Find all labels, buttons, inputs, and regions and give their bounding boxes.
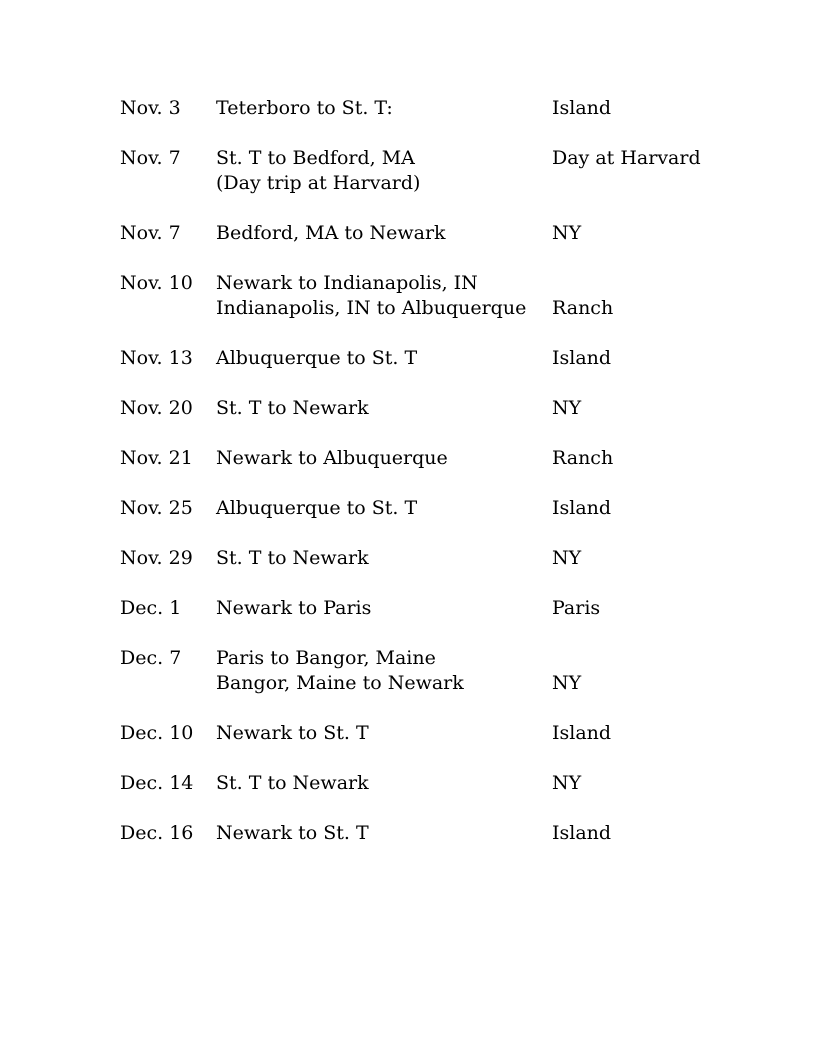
entry-date: Nov. 21 <box>120 447 193 469</box>
entry-route: Bangor, Maine to Newark <box>216 672 464 694</box>
entry-route: (Day trip at Harvard) <box>216 172 421 194</box>
entry-destination: Ranch <box>552 297 614 319</box>
entry-route: Albuquerque to St. T <box>216 347 418 369</box>
entry-route: Teterboro to St. T: <box>216 97 393 119</box>
itinerary-entry <box>120 396 740 421</box>
itinerary-entry <box>120 96 740 121</box>
entry-destination: Ranch <box>552 447 614 469</box>
entry-destination: Island <box>552 722 612 744</box>
itinerary-line <box>120 821 740 846</box>
entry-date: Nov. 20 <box>120 397 193 419</box>
entry-route: St. T to Newark <box>216 547 369 569</box>
itinerary-line <box>120 171 740 196</box>
itinerary-line <box>120 721 740 746</box>
entry-route: Newark to St. T <box>216 822 369 844</box>
entry-date: Dec. 10 <box>120 722 194 744</box>
entry-route: Indianapolis, IN to Albuquerque <box>216 297 527 319</box>
itinerary-entry <box>120 721 740 746</box>
entry-date: Dec. 14 <box>120 772 194 794</box>
itinerary-entry <box>120 446 740 471</box>
entry-destination: NY <box>552 547 582 569</box>
entry-destination: Island <box>552 97 612 119</box>
entry-route: St. T to Bedford, MA <box>216 147 415 169</box>
entry-date: Dec. 16 <box>120 822 194 844</box>
entry-destination: Paris <box>552 597 601 619</box>
entry-date: Nov. 7 <box>120 222 181 244</box>
itinerary-line <box>120 596 740 621</box>
itinerary-entry <box>120 346 740 371</box>
entry-date: Nov. 3 <box>120 97 181 119</box>
itinerary-line <box>120 671 740 696</box>
entry-destination: Island <box>552 497 612 519</box>
entry-route: Newark to Paris <box>216 597 372 619</box>
entry-route: St. T to Newark <box>216 397 369 419</box>
entry-date: Nov. 10 <box>120 272 193 294</box>
entry-route: Newark to St. T <box>216 722 369 744</box>
itinerary-line <box>120 396 740 421</box>
entry-destination: NY <box>552 672 582 694</box>
itinerary-line <box>120 496 740 521</box>
itinerary-entry <box>120 496 740 521</box>
entry-date: Nov. 7 <box>120 147 181 169</box>
entry-route: Paris to Bangor, Maine <box>216 647 436 669</box>
entry-destination: Island <box>552 347 612 369</box>
entry-destination: NY <box>552 222 582 244</box>
itinerary-entry <box>120 546 740 571</box>
entry-route: Newark to Indianapolis, IN <box>216 272 478 294</box>
itinerary-entry <box>120 821 740 846</box>
entry-route: St. T to Newark <box>216 772 369 794</box>
entry-route: Bedford, MA to Newark <box>216 222 446 244</box>
itinerary-line <box>120 221 740 246</box>
entry-date: Nov. 13 <box>120 347 193 369</box>
itinerary-list <box>120 96 740 871</box>
entry-date: Nov. 25 <box>120 497 193 519</box>
itinerary-line <box>120 646 740 671</box>
itinerary-entry <box>120 146 740 196</box>
itinerary-line <box>120 771 740 796</box>
itinerary-entry <box>120 646 740 696</box>
entry-destination: Island <box>552 822 612 844</box>
entry-destination: NY <box>552 397 582 419</box>
itinerary-line <box>120 271 740 296</box>
itinerary-line <box>120 346 740 371</box>
itinerary-line <box>120 96 740 121</box>
itinerary-line <box>120 546 740 571</box>
entry-destination: Day at Harvard <box>552 147 701 169</box>
entry-route: Albuquerque to St. T <box>216 497 418 519</box>
entry-destination: NY <box>552 772 582 794</box>
itinerary-line <box>120 446 740 471</box>
itinerary-entry <box>120 221 740 246</box>
entry-route: Newark to Albuquerque <box>216 447 448 469</box>
entry-date: Dec. 7 <box>120 647 182 669</box>
itinerary-line <box>120 296 740 321</box>
itinerary-entry <box>120 771 740 796</box>
itinerary-entry <box>120 596 740 621</box>
itinerary-line <box>120 146 740 171</box>
entry-date: Dec. 1 <box>120 597 182 619</box>
entry-date: Nov. 29 <box>120 547 193 569</box>
itinerary-entry <box>120 271 740 321</box>
